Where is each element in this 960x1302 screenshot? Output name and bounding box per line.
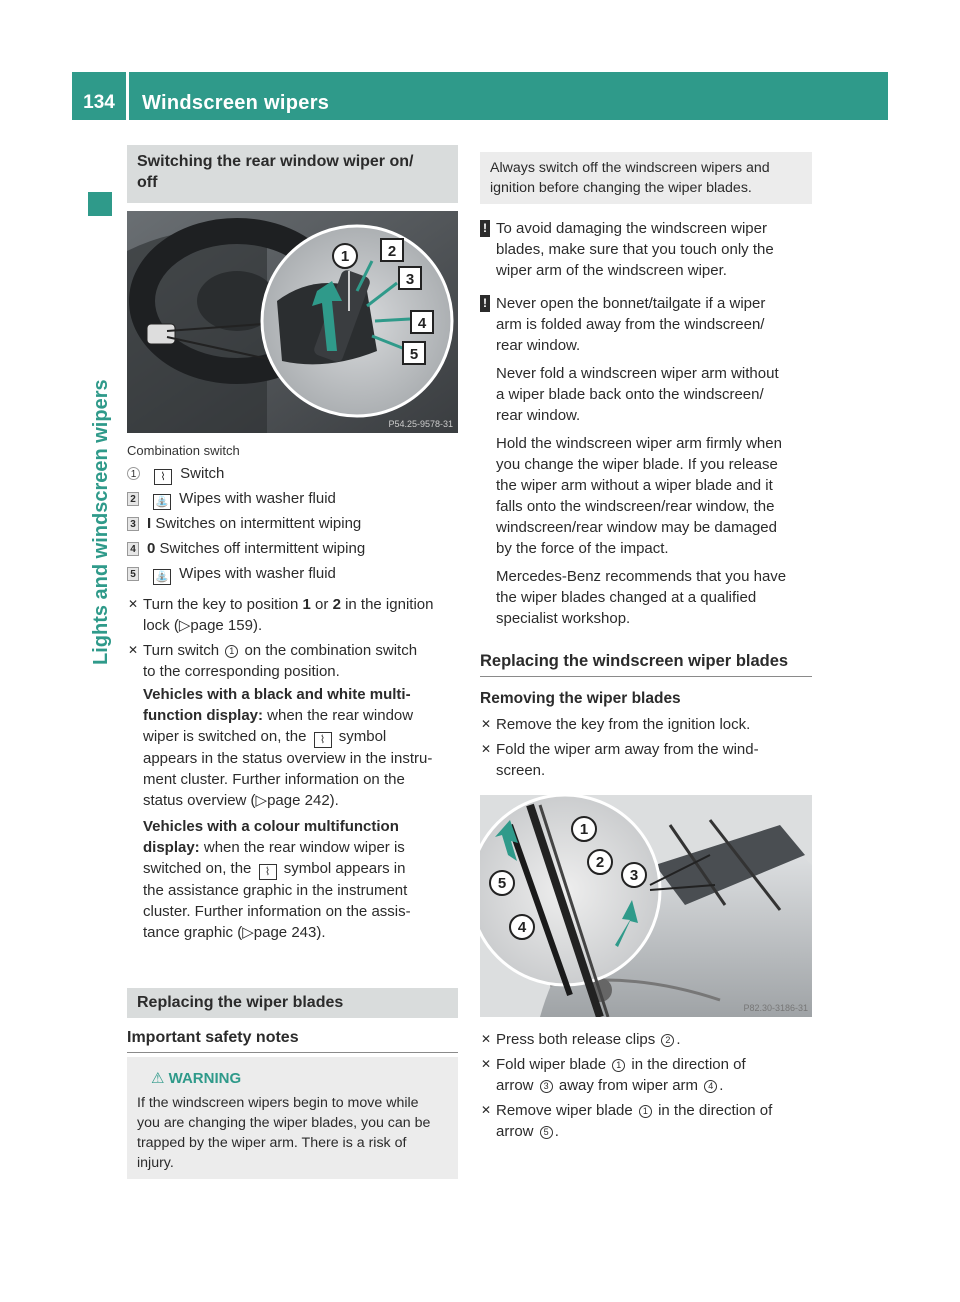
legend-item	[127, 514, 458, 534]
step-line	[496, 1054, 812, 1075]
note-line: you change the wiper blade. If you release	[496, 456, 778, 473]
note-line: Never fold a windscreen wiper arm without	[496, 365, 779, 382]
legend-symbol: I	[147, 515, 152, 532]
caution-note-1	[480, 218, 812, 281]
note-line: appears in the status overview in the instru-	[143, 750, 433, 767]
legend-num: 4	[127, 542, 139, 556]
legend-text: Wipes with washer fluid	[179, 565, 336, 582]
note-text: tance graphic (	[143, 924, 243, 941]
step-arrow-icon: ✕	[481, 1103, 492, 1117]
note-line: ment cluster. Further information on the	[143, 771, 405, 788]
legend-item	[127, 564, 458, 585]
wiper-blade-figure	[480, 795, 812, 1017]
caution-note-2	[480, 293, 812, 629]
note-line: ignition before changing the wiper blades.	[490, 180, 752, 196]
note-line: Never open the bonnet/tailgate if a wiper	[496, 295, 766, 312]
step-text: Press both release clips	[496, 1031, 660, 1048]
note-text: symbol	[334, 728, 387, 745]
callout-4: 4	[517, 919, 527, 936]
warning-title	[137, 1069, 448, 1089]
note-line: blades, make sure that you touch only the	[496, 241, 774, 258]
page-header	[72, 72, 888, 120]
step-text: Turn switch	[143, 642, 224, 659]
step-text: .	[554, 1123, 559, 1140]
wiper-blade-illustration	[480, 795, 812, 1017]
caution-icon: !	[480, 220, 490, 237]
step-text: .	[676, 1031, 681, 1048]
note-line	[143, 837, 458, 858]
callout-3: 3	[629, 867, 639, 884]
note-line	[143, 858, 458, 880]
header-divider	[126, 72, 129, 120]
note-line: Always switch off the windscreen wipers and	[490, 160, 770, 176]
note-line	[143, 726, 458, 748]
callout-2: 2	[595, 854, 605, 871]
legend-item	[127, 539, 458, 559]
step-text: .	[719, 1077, 724, 1094]
step-line	[496, 1100, 812, 1121]
step-text: Fold the wiper arm away from the wind-	[496, 741, 759, 758]
page-ref-arrow-icon: ▷	[255, 792, 268, 809]
circled-number-icon: 4	[704, 1080, 717, 1093]
step-arrow-icon: ✕	[481, 1057, 492, 1071]
legend-item	[127, 464, 458, 485]
note-bold: function display:	[143, 707, 263, 724]
vehicle-note-bw	[127, 684, 458, 811]
figure-caption: Combination switch	[127, 443, 240, 458]
rear-wiper-icon: ⌇	[259, 864, 277, 880]
warning-line: trapped by the wiper arm. There is a risk of	[137, 1135, 407, 1151]
page-number: 134	[83, 92, 115, 113]
subheading-removing: Removing the wiper blades	[480, 690, 681, 707]
washer-icon: ⛲	[153, 494, 171, 510]
section-heading-line: off	[137, 174, 158, 191]
note-line: To avoid damaging the windscreen wiper	[496, 220, 767, 237]
note-text: symbol appears in	[279, 860, 406, 877]
instruction-step	[480, 739, 812, 781]
step-text: Remove the key from the ignition lock.	[496, 716, 751, 733]
instruction-step	[480, 1054, 812, 1096]
note-line: Mercedes-Benz recommends that you have	[496, 568, 787, 585]
side-tab-marker	[88, 192, 112, 216]
step-text: arrow	[496, 1077, 538, 1094]
divider	[480, 676, 812, 677]
note-text: when the rear window wiper is	[199, 839, 405, 856]
step-text: on the combination switch	[240, 642, 418, 659]
step-text: 1	[302, 596, 311, 613]
figure-code: P82.30-3186-31	[743, 1003, 808, 1013]
section-heading-rear-wiper	[127, 145, 458, 203]
warning-label: WARNING	[168, 1070, 242, 1087]
subheading-replacing-windscreen: Replacing the windscreen wiper blades	[480, 652, 789, 670]
circled-number-icon: 1	[612, 1059, 625, 1072]
step-text: to the corresponding position.	[143, 663, 340, 680]
note-line	[143, 922, 458, 943]
note-line: Vehicles with a black and white multi-	[143, 686, 411, 703]
note-line: Hold the windscreen wiper arm firmly when	[496, 435, 782, 452]
note-bold: display:	[143, 839, 200, 856]
instruction-step	[127, 594, 458, 636]
step-text: in the direction of	[627, 1056, 746, 1073]
note-line: the wiper arm without a wiper blade and it	[496, 477, 773, 494]
legend-num: 1	[127, 467, 140, 480]
legend-text: Wipes with washer fluid	[179, 490, 336, 507]
callout-5: 5	[409, 346, 419, 363]
callout-5: 5	[497, 875, 507, 892]
step-arrow-icon: ✕	[128, 597, 139, 611]
instruction-step	[127, 640, 458, 682]
step-text: arrow	[496, 1123, 538, 1140]
instruction-step	[480, 714, 812, 735]
legend-num: 2	[127, 492, 139, 506]
circled-number-icon: 1	[225, 645, 238, 658]
page-ref-arrow-icon: ▷	[178, 617, 191, 634]
step-arrow-icon: ✕	[128, 643, 139, 657]
step-text: Fold wiper blade	[496, 1056, 611, 1073]
combination-switch-illustration	[127, 211, 458, 433]
callout-1: 1	[340, 248, 350, 265]
step-text: Remove wiper blade	[496, 1102, 637, 1119]
circled-number-icon: 2	[661, 1034, 674, 1047]
instruction-step	[480, 1100, 812, 1142]
step-text: screen.	[496, 762, 546, 779]
legend-text: Switch	[180, 465, 225, 482]
warning-icon: ⚠	[151, 1070, 165, 1087]
note-line	[143, 705, 458, 726]
note-line: specialist workshop.	[496, 610, 631, 627]
note-line: the wiper blades changed at a qualified	[496, 589, 757, 606]
note-line: arm is folded away from the windscreen/	[496, 316, 765, 333]
step-text: in the ignition	[340, 596, 434, 613]
section-heading-replacing: Replacing the wiper blades	[127, 988, 458, 1018]
legend-num: 3	[127, 517, 139, 531]
note-line: falls onto the windscreen/rear window, the	[496, 498, 775, 515]
note-line: rear window.	[496, 407, 581, 424]
combination-switch-figure	[127, 211, 458, 433]
header-title: Windscreen wipers	[142, 92, 330, 114]
legend-text: Switches off intermittent wiping	[159, 540, 366, 557]
figure-code: P54.25-9578-31	[388, 419, 453, 429]
rear-wiper-icon: ⌇	[154, 469, 172, 485]
circled-number-icon: 3	[540, 1080, 553, 1093]
legend-symbol: 0	[147, 540, 156, 557]
callout-1: 1	[579, 821, 589, 838]
step-arrow-icon: ✕	[481, 742, 492, 756]
note-text: when the rear window	[263, 707, 414, 724]
callout-4: 4	[417, 315, 427, 332]
note-line: a wiper blade back onto the windscreen/	[496, 386, 764, 403]
page-ref-arrow-icon: ▷	[242, 924, 254, 941]
circled-number-icon: 1	[639, 1105, 652, 1118]
washer-icon: ⛲	[153, 569, 171, 585]
note-line: rear window.	[496, 337, 581, 354]
note-line: windscreen/rear window may be damaged	[496, 519, 777, 536]
note-line: wiper arm of the windscreen wiper.	[496, 262, 727, 279]
step-text: 2	[332, 596, 341, 613]
page-link[interactable]: page 243).	[253, 924, 326, 941]
caution-icon: !	[480, 295, 490, 312]
rear-wiper-icon: ⌇	[314, 732, 332, 748]
note-line: Vehicles with a colour multifunction	[143, 818, 399, 835]
step-arrow-icon: ✕	[481, 1032, 492, 1046]
legend-text: Switches on intermittent wiping	[155, 515, 362, 532]
step-line	[496, 1075, 812, 1096]
note-text: status overview (	[143, 792, 256, 809]
legend-num: 5	[127, 567, 139, 581]
note-text: wiper is switched on, the	[143, 728, 311, 745]
step-text: or	[310, 596, 333, 613]
step-text: in the direction of	[653, 1102, 773, 1119]
warning-line: you are changing the wiper blades, you can be	[137, 1115, 431, 1131]
divider	[127, 1052, 458, 1053]
circled-number-icon: 5	[540, 1126, 553, 1139]
step-text: Turn the key to position	[143, 596, 303, 613]
note-line: the assistance graphic in the instrument	[143, 882, 408, 899]
note-line: cluster. Further information on the assis-	[143, 903, 411, 920]
warning-line: If the windscreen wipers begin to move while	[137, 1095, 419, 1111]
vehicle-note-colour	[127, 816, 458, 943]
subheading-safety: Important safety notes	[127, 1029, 299, 1046]
step-text: lock (	[143, 617, 179, 634]
warning-box	[127, 1057, 458, 1179]
step-text: away from wiper arm	[554, 1077, 703, 1094]
page-link[interactable]: page 159).	[190, 617, 263, 634]
note-line: by the force of the impact.	[496, 540, 669, 557]
note-line	[143, 790, 458, 811]
legend-item	[127, 489, 458, 510]
page-link[interactable]: page 242).	[267, 792, 339, 809]
instruction-step	[480, 1029, 812, 1050]
section-heading-line: Switching the rear window wiper on/	[137, 153, 414, 170]
info-note-box	[480, 152, 812, 204]
step-line	[496, 1121, 812, 1142]
callout-3: 3	[405, 271, 415, 288]
callout-2: 2	[387, 243, 397, 260]
note-text: switched on, the	[143, 860, 256, 877]
side-tab-label: Lights and windscreen wipers	[90, 379, 112, 665]
warning-line: injury.	[137, 1155, 174, 1171]
step-arrow-icon: ✕	[481, 717, 492, 731]
